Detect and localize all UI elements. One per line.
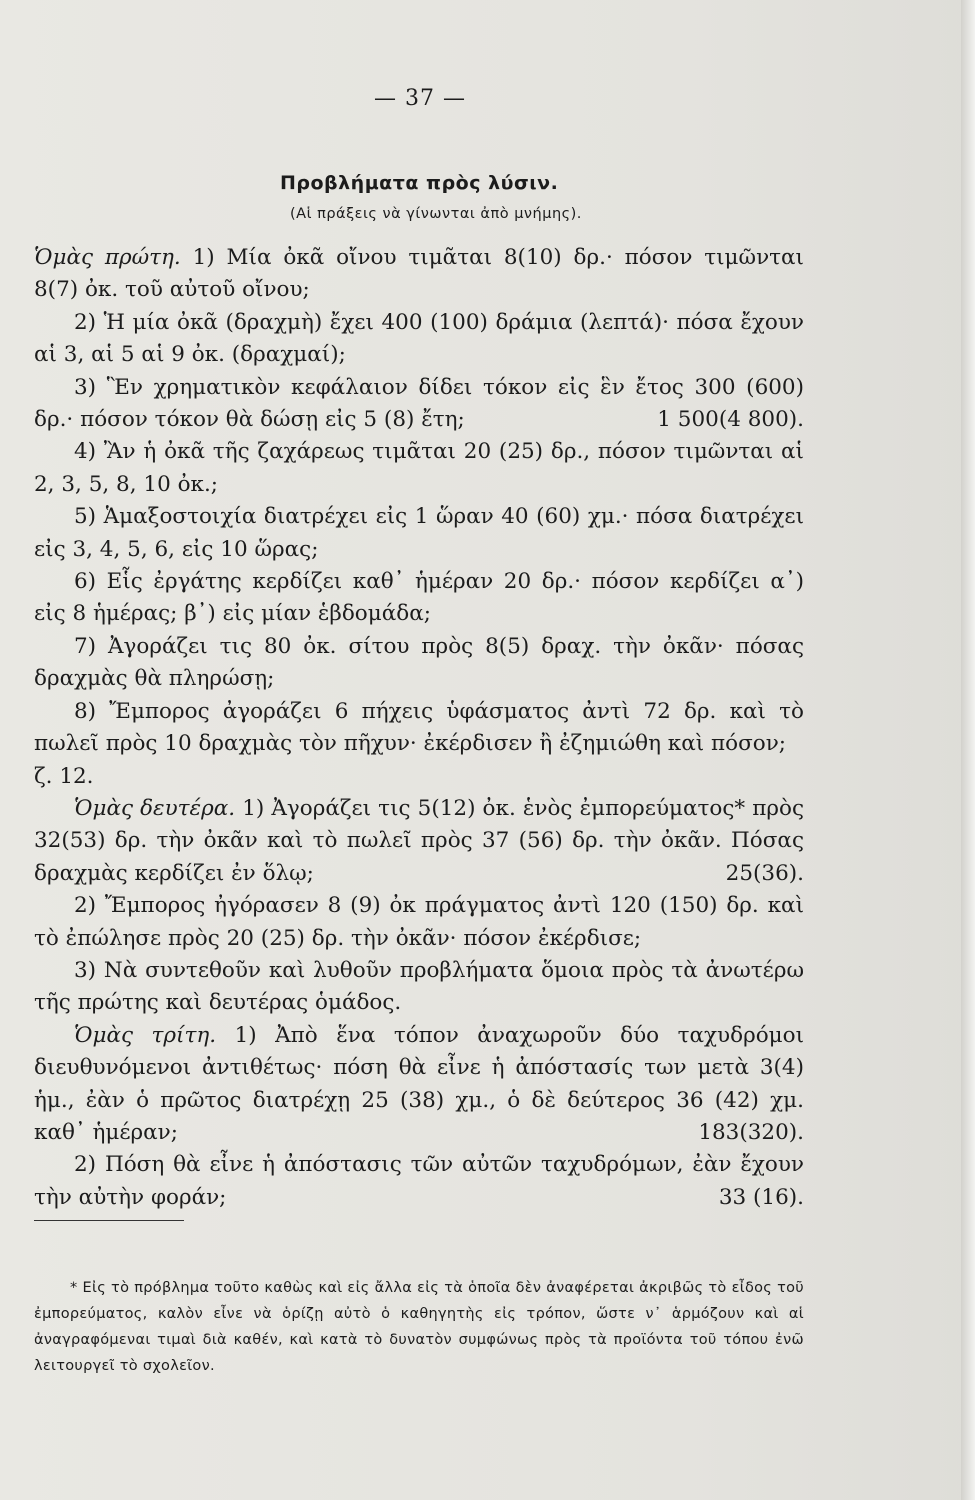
footnote bbox=[34, 1275, 804, 1379]
page-edge bbox=[961, 0, 975, 1500]
group2-problem-3: 3) Νὰ συντεθοῦν καὶ λυθοῦν προβλήματα ὅμοια πρὸς τὰ ἀνωτέρω τῆς πρώτης καὶ δευτέρας ὁμάδος. bbox=[34, 957, 804, 1016]
group3-p2-answer: 33 (16). bbox=[718, 1184, 804, 1210]
group3-problem-1 bbox=[34, 1020, 804, 1150]
group1-problem-8: 8) Ἔμπορος ἀγοράζει 6 πήχεις ὑφάσματος ἀντὶ 72 δρ. καὶ τὸ πωλεῖ πρὸς 10 δραχμὰς τὸν πῆχυν· ἐκέρδισεν ἢ ἐζημιώθη καὶ πόσον; bbox=[34, 698, 804, 757]
section-subtitle: (Αἱ πράξεις νὰ γίνωνται ἀπὸ μνήμης). bbox=[290, 206, 582, 222]
group3-p1-text: 1) Ἀπὸ ἕνα τόπον ἀναχωροῦν δύο ταχυδρόμοι διευθυνόμενοι ἀντιθέτως· πόση θὰ εἶνε ἡ ἀπόστασίς των μετὰ 3(4) ἡμ., ἐὰν ὁ πρῶτος διατρέχῃ 25 (38) χμ., ὁ δὲ δεύτερος 36 (42) χμ. καθ᾽ ἡμέραν; bbox=[34, 1022, 804, 1145]
group1-problem-7: 7) Ἀγοράζει τις 80 ὀκ. σίτου πρὸς 8(5) δραχ. τὴν ὀκᾶν· πόσας δραχμὰς θὰ πληρώσῃ; bbox=[34, 633, 804, 692]
group2-heading: Ὁμὰς δευτέρα. bbox=[74, 795, 236, 821]
group1-p3-text: 3) Ἓν χρηματικὸν κεφάλαιον δίδει τόκον εἰς ἓν ἔτος 300 (600) δρ.· πόσον τόκον θὰ δώσῃ εἰς 5 (8) ἔτη; bbox=[34, 374, 804, 433]
group2-p1-answer: 25(36). bbox=[725, 860, 804, 886]
group1-p8-answer: ζ. 12. bbox=[34, 763, 94, 789]
group2-p1-text: 1) Ἀγοράζει τις 5(12) ὀκ. ἑνὸς ἐμπορεύματος* πρὸς 32(53) δρ. τὴν ὀκᾶν καὶ τὸ πωλεῖ πρὸς 37 (56) δρ. τὴν ὀκᾶν. Πόσας δραχμὰς κερδίζει ἐν ὅλῳ; bbox=[34, 795, 804, 886]
group3-problem-2 bbox=[34, 1149, 804, 1214]
group1-problem-2: 2) Ἡ μία ὀκᾶ (δραχμὴ) ἔχει 400 (100) δράμια (λεπτά)· πόσα ἔχουν αἱ 3, αἱ 5 αἱ 9 ὀκ. (δραχμαί); bbox=[34, 309, 804, 368]
group2-problem-1 bbox=[34, 793, 804, 890]
group2-problem-2: 2) Ἔμπορος ἠγόρασεν 8 (9) ὀκ πράγματος ἀντὶ 120 (150) δρ. καὶ τὸ ἐπώλησε πρὸς 20 (25) δρ. τὴν ὀκᾶν· πόσον ἐκέρδισε; bbox=[34, 893, 804, 951]
page-number: — 37 — bbox=[374, 86, 466, 111]
footnote-text: * Εἰς τὸ πρόβλημα τοῦτο καθὼς καὶ εἰς ἄλλα εἰς τὰ ὁποῖα δὲν ἀναφέρεται ἀκριβῶς τὸ εἶδος τοῦ ἐμπορεύματος, καλὸν εἶνε νὰ ὁρίζῃ αὐτὸ ὁ καθηγητὴς εἰς τρόπον, ὥστε ν᾽ ἁρμόζουν καὶ αἱ ἀναγραφόμεναι τιμαὶ διὰ καθέν, καὶ κατὰ τὸ δυνατὸν συμφώνως πρὸς τὰ προϊόντα τοῦ τόπου ἐνῶ λειτουργεῖ τὸ σχολεῖον. bbox=[34, 1280, 804, 1374]
group1-problem-1 bbox=[34, 242, 804, 307]
group1-p3-answer: 1 500(4 800). bbox=[657, 407, 804, 433]
group1-problem-3 bbox=[34, 372, 804, 437]
group3-heading: Ὁμὰς τρίτη. bbox=[74, 1022, 217, 1048]
group1-heading: Ὁμὰς πρώτη. bbox=[34, 245, 181, 270]
section-title: Προβλήματα πρὸς λύσιν. bbox=[280, 172, 559, 194]
problems-body bbox=[34, 242, 804, 1221]
group1-problem-6: 6) Εἷς ἐργάτης κερδίζει καθ᾽ ἡμέραν 20 δρ.· πόσον κερδίζει α᾽) εἰς 8 ἡμέρας; β᾽) εἰς μίαν ἑβδομάδα; bbox=[34, 569, 804, 627]
group1-problem-4: 4) Ἂν ἡ ὀκᾶ τῆς ζαχάρεως τιμᾶται 20 (25) δρ., πόσον τιμῶνται αἱ 2, 3, 5, 8, 10 ὀκ.; bbox=[34, 439, 804, 497]
group1-p1-text: 1) Μία ὀκᾶ οἴνου τιμᾶται 8(10) δρ.· πόσον τιμῶνται 8(7) ὀκ. τοῦ αὐτοῦ οἴνου; bbox=[34, 245, 804, 303]
footnote-rule bbox=[34, 1220, 184, 1221]
group3-p1-answer: 183(320). bbox=[698, 1119, 804, 1145]
group1-problem-5: 5) Ἁμαξοστοιχία διατρέχει εἰς 1 ὥραν 40 (60) χμ.· πόσα διατρέχει εἰς 3, 4, 5, 6, εἰς 10 ὥρας; bbox=[34, 504, 804, 562]
group3-p2-text: 2) Πόση θὰ εἶνε ἡ ἀπόστασις τῶν αὐτῶν ταχυδρόμων, ἐὰν ἔχουν τὴν αὐτὴν φοράν; bbox=[34, 1152, 804, 1210]
